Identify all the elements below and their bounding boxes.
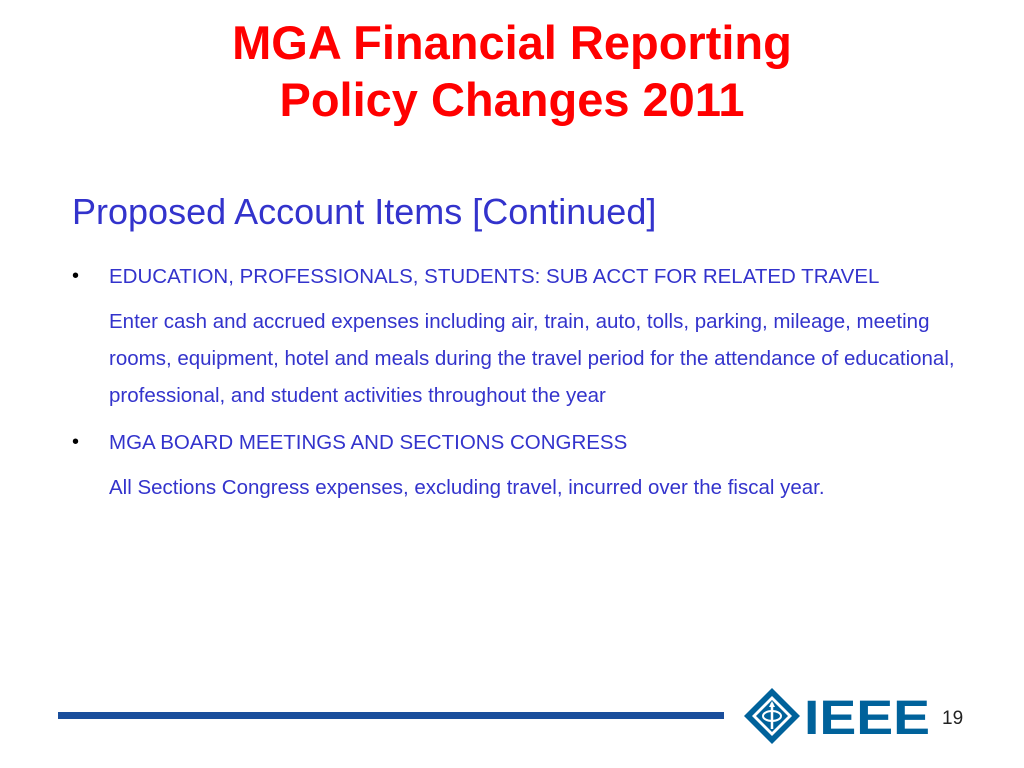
- bullet: •: [72, 431, 80, 453]
- item-heading: MGA BOARD MEETINGS AND SECTIONS CONGRESS: [109, 431, 628, 454]
- item-body: Enter cash and accrued expenses including air, train, auto, tolls, parking, mileage, meeting rooms, equipment, hotel and meals during the travel period for the attendance of educational, professional, and student activities throughout the year: [109, 310, 955, 407]
- item-heading: EDUCATION, PROFESSIONALS, STUDENTS: SUB ACCT FOR RELATED TRAVEL: [109, 265, 880, 288]
- item-body: All Sections Congress expenses, excluding travel, incurred over the fiscal year.: [109, 476, 825, 499]
- title-line-2: Policy Changes 2011: [279, 73, 745, 126]
- slide-content: [72, 258, 992, 516]
- list-item: [72, 258, 992, 414]
- page-number: 19: [942, 708, 964, 729]
- logo-wordmark: IEEE: [804, 692, 930, 745]
- slide-subtitle: Proposed Account Items [Continued]: [72, 191, 657, 232]
- slide-title: [0, 14, 1024, 128]
- title-line-1: MGA Financial Reporting: [232, 16, 792, 69]
- bullet: •: [72, 265, 80, 287]
- footer-divider: [58, 712, 724, 719]
- list-item: [72, 424, 992, 506]
- ieee-diamond-logo-icon: [744, 688, 800, 744]
- ieee-logo: [742, 686, 932, 746]
